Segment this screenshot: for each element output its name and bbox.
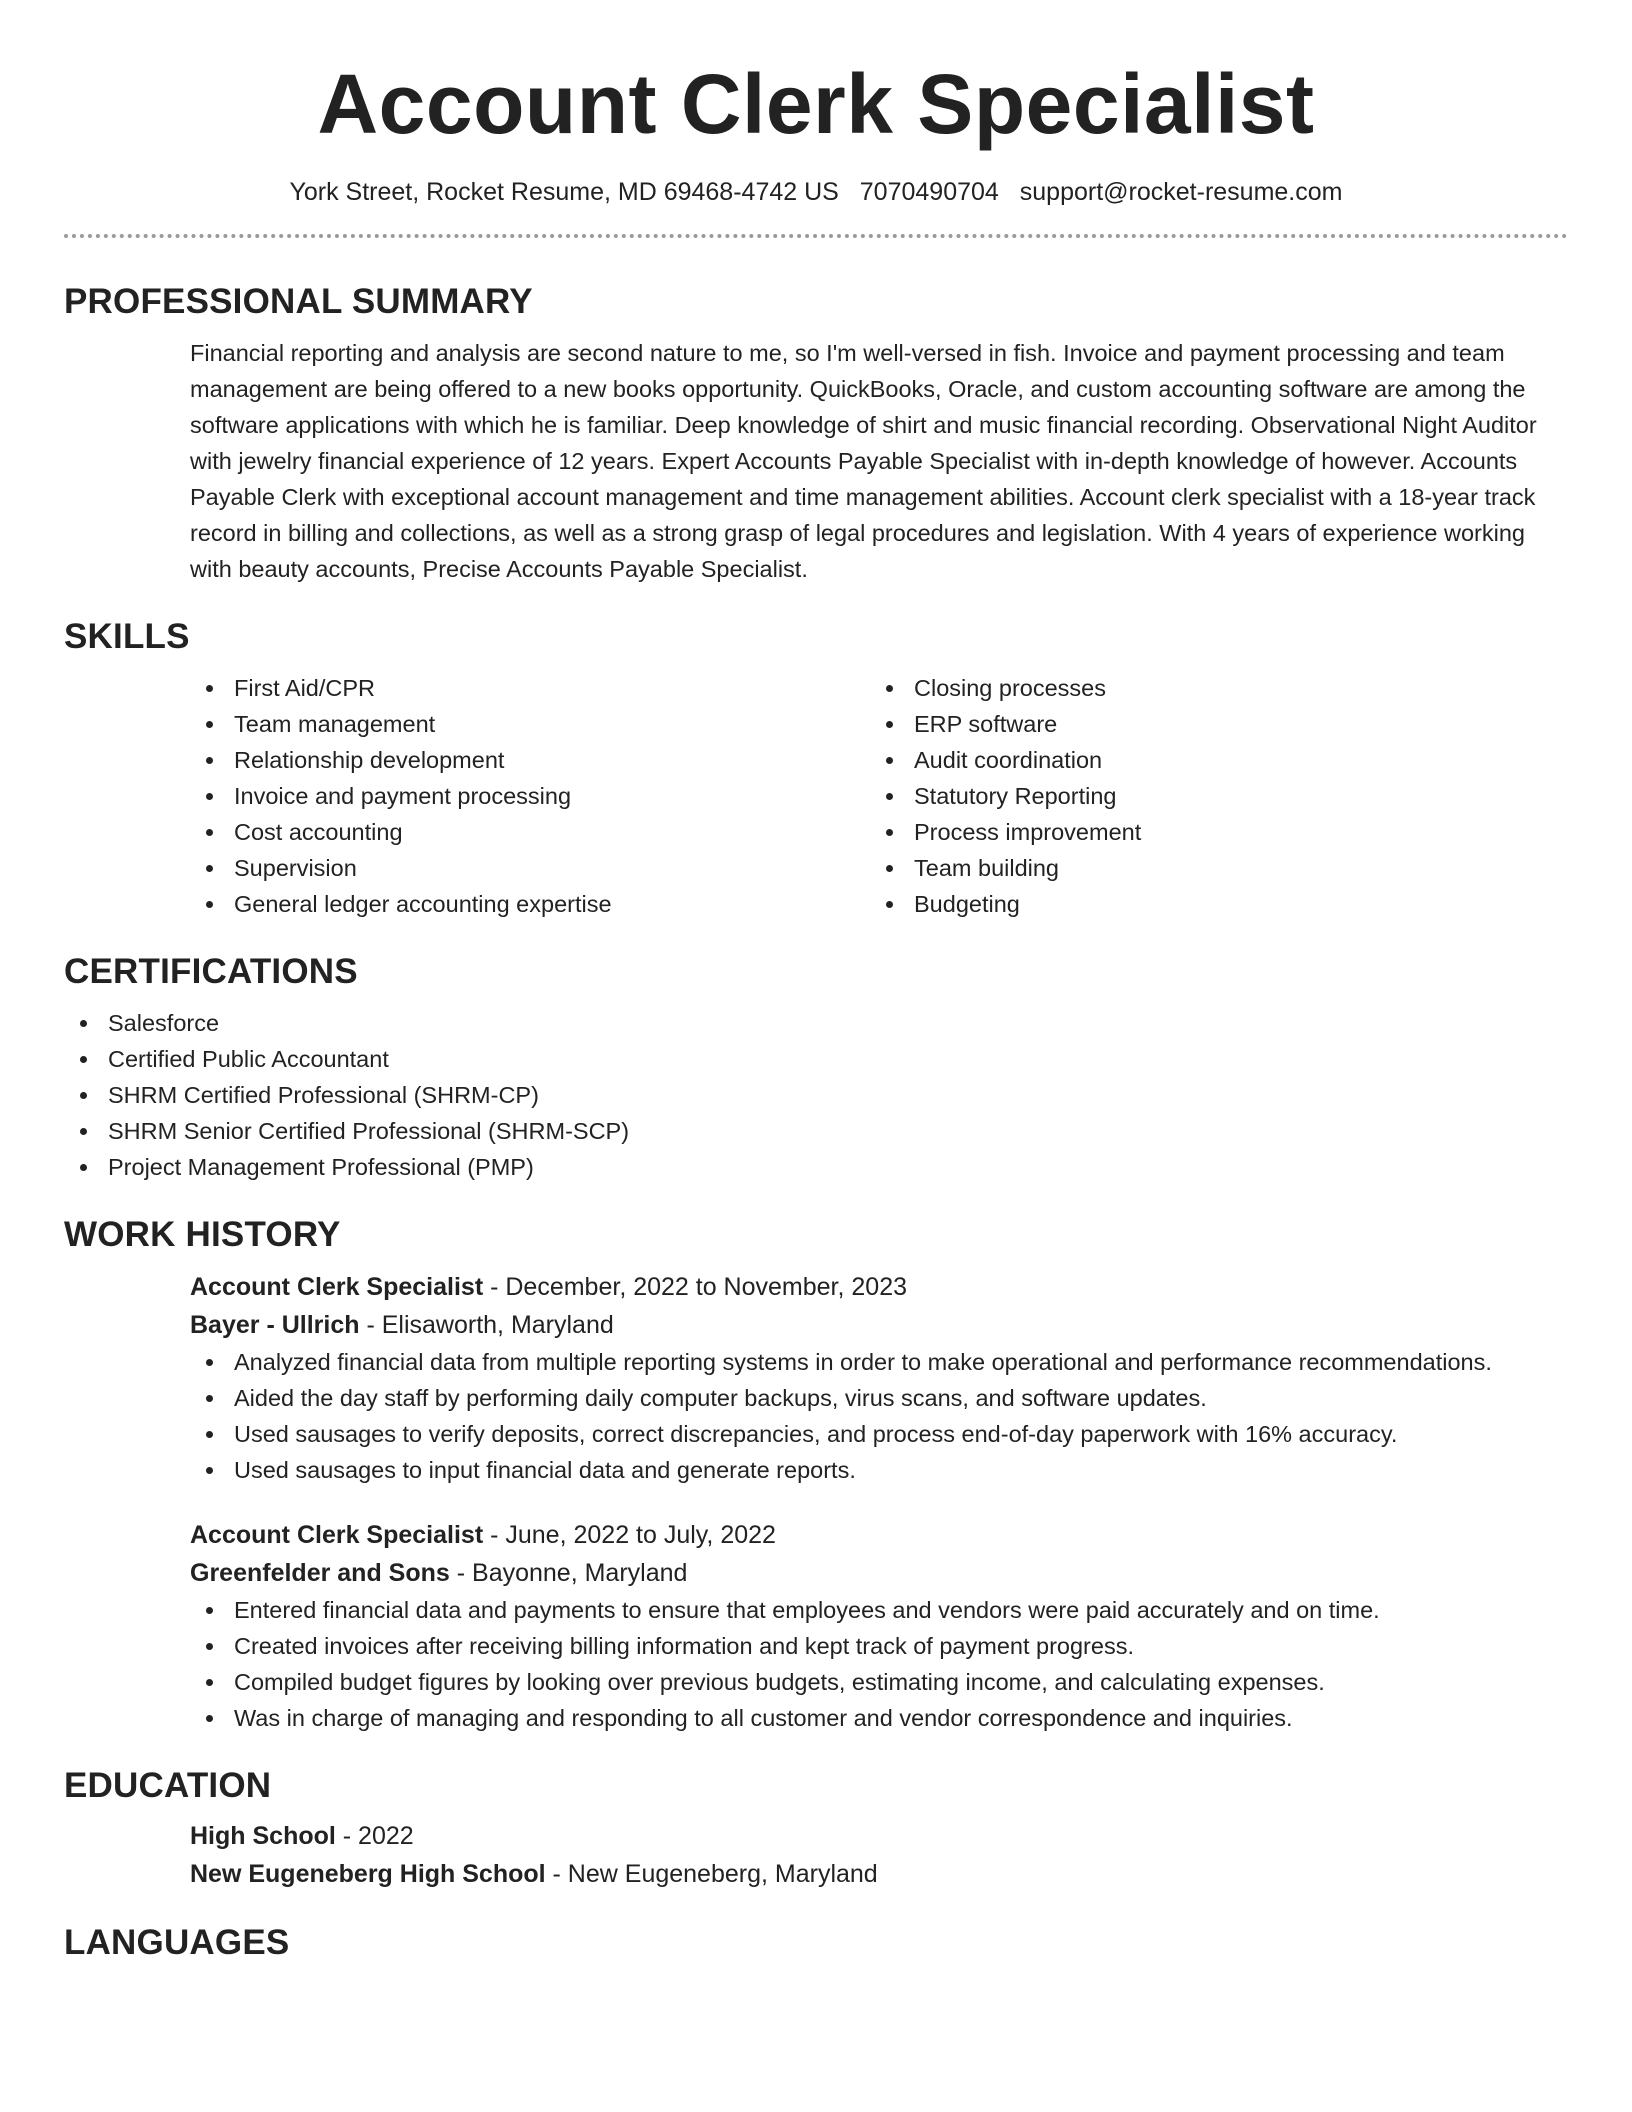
skills-column-left	[190, 670, 870, 922]
skill-item: Budgeting	[870, 886, 1550, 922]
job-bullet: Analyzed financial data from multiple reporting systems in order to make operational and performance recommendations.	[190, 1344, 1568, 1380]
section-title-languages: LANGUAGES	[64, 1923, 290, 1962]
job-bullet: Was in charge of managing and responding to all customer and vendor correspondence and inquiries.	[190, 1700, 1568, 1736]
skill-item: First Aid/CPR	[190, 670, 870, 706]
job-bullet: Aided the day staff by performing daily computer backups, virus scans, and software updates.	[190, 1380, 1568, 1416]
education-degree: High School	[190, 1822, 336, 1850]
skill-item: Invoice and payment processing	[190, 778, 870, 814]
skill-item: Audit coordination	[870, 742, 1550, 778]
skills-list	[190, 670, 1568, 922]
contact-phone: 7070490704	[859, 178, 999, 206]
job-entry	[190, 1268, 1568, 1488]
skill-item: Cost accounting	[190, 814, 870, 850]
job-company-line	[190, 1306, 1568, 1344]
job-title-line	[190, 1516, 1568, 1554]
job-bullets	[190, 1592, 1568, 1736]
job-location: - Elisaworth, Maryland	[359, 1311, 614, 1339]
contact-email: support@rocket-resume.com	[1019, 178, 1343, 206]
contact-line	[64, 176, 1568, 208]
certifications-list	[64, 1005, 1568, 1185]
job-company: Greenfelder and Sons	[190, 1559, 450, 1587]
certification-item: Project Management Professional (PMP)	[64, 1149, 1568, 1185]
education-school: New Eugeneberg High School	[190, 1860, 546, 1888]
skill-item: Statutory Reporting	[870, 778, 1550, 814]
certification-item: SHRM Certified Professional (SHRM-CP)	[64, 1077, 1568, 1113]
section-title-skills: SKILLS	[64, 617, 190, 656]
job-bullet: Used sausages to input financial data and generate reports.	[190, 1452, 1568, 1488]
skill-item: Relationship development	[190, 742, 870, 778]
skill-item: Team management	[190, 706, 870, 742]
job-entry	[190, 1516, 1568, 1736]
job-role: Account Clerk Specialist	[190, 1521, 484, 1549]
job-title-line	[190, 1268, 1568, 1306]
skill-item: General ledger accounting expertise	[190, 886, 870, 922]
certification-item: SHRM Senior Certified Professional (SHRM-SCP)	[64, 1113, 1568, 1149]
certification-item: Certified Public Accountant	[64, 1041, 1568, 1077]
skill-item: Process improvement	[870, 814, 1550, 850]
section-title-certifications: CERTIFICATIONS	[64, 952, 358, 991]
section-title-education: EDUCATION	[64, 1766, 272, 1805]
job-bullet: Compiled budget figures by looking over previous budgets, estimating income, and calculating expenses.	[190, 1664, 1568, 1700]
job-bullet: Created invoices after receiving billing information and kept track of payment progress.	[190, 1628, 1568, 1664]
job-dates: - December, 2022 to November, 2023	[483, 1273, 908, 1301]
section-title-work-history: WORK HISTORY	[64, 1215, 341, 1254]
education-degree-line	[190, 1817, 1568, 1855]
skills-column-right	[870, 670, 1550, 922]
skill-item: ERP software	[870, 706, 1550, 742]
job-role: Account Clerk Specialist	[190, 1273, 484, 1301]
job-company-line	[190, 1554, 1568, 1592]
education-year: - 2022	[335, 1822, 414, 1850]
section-title-summary: PROFESSIONAL SUMMARY	[64, 282, 533, 321]
skill-item: Team building	[870, 850, 1550, 886]
job-location: - Bayonne, Maryland	[449, 1559, 688, 1587]
job-bullet: Entered financial data and payments to ensure that employees and vendors were paid accurately and on time.	[190, 1592, 1568, 1628]
education-school-line	[190, 1855, 1568, 1893]
certification-item: Salesforce	[64, 1005, 1568, 1041]
resume-name: Account Clerk Specialist	[317, 57, 1315, 151]
skill-item: Supervision	[190, 850, 870, 886]
skill-item: Closing processes	[870, 670, 1550, 706]
header-divider	[64, 234, 1568, 238]
job-dates: - June, 2022 to July, 2022	[483, 1521, 776, 1549]
job-bullet: Used sausages to verify deposits, correct discrepancies, and process end-of-day paperwork with 16% accuracy.	[190, 1416, 1568, 1452]
education-location: - New Eugeneberg, Maryland	[545, 1860, 878, 1888]
education-entry	[190, 1817, 1568, 1893]
job-bullets	[190, 1344, 1568, 1488]
summary-text: Financial reporting and analysis are second nature to me, so I'm well-versed in fish. Invoice and payment processing and team management are being offered to a new books opportunity. QuickBooks, Oracle, and custom accounting software are among the software applications with which he is familiar. Deep knowledge of shirt and music financial recording. Observational Night Auditor with jewelry financial experience of 12 years. Expert Accounts Payable Specialist with in-depth knowledge of however. Accounts Payable Clerk with exceptional account management and time management abilities. Account clerk specialist with a 18-year track record in billing and collections, as well as a strong grasp of legal procedures and legislation. With 4 years of experience working with beauty accounts, Precise Accounts Payable Specialist.	[190, 340, 1537, 582]
contact-address: York Street, Rocket Resume, MD 69468-4742 US	[289, 178, 839, 206]
job-company: Bayer - Ullrich	[190, 1311, 360, 1339]
